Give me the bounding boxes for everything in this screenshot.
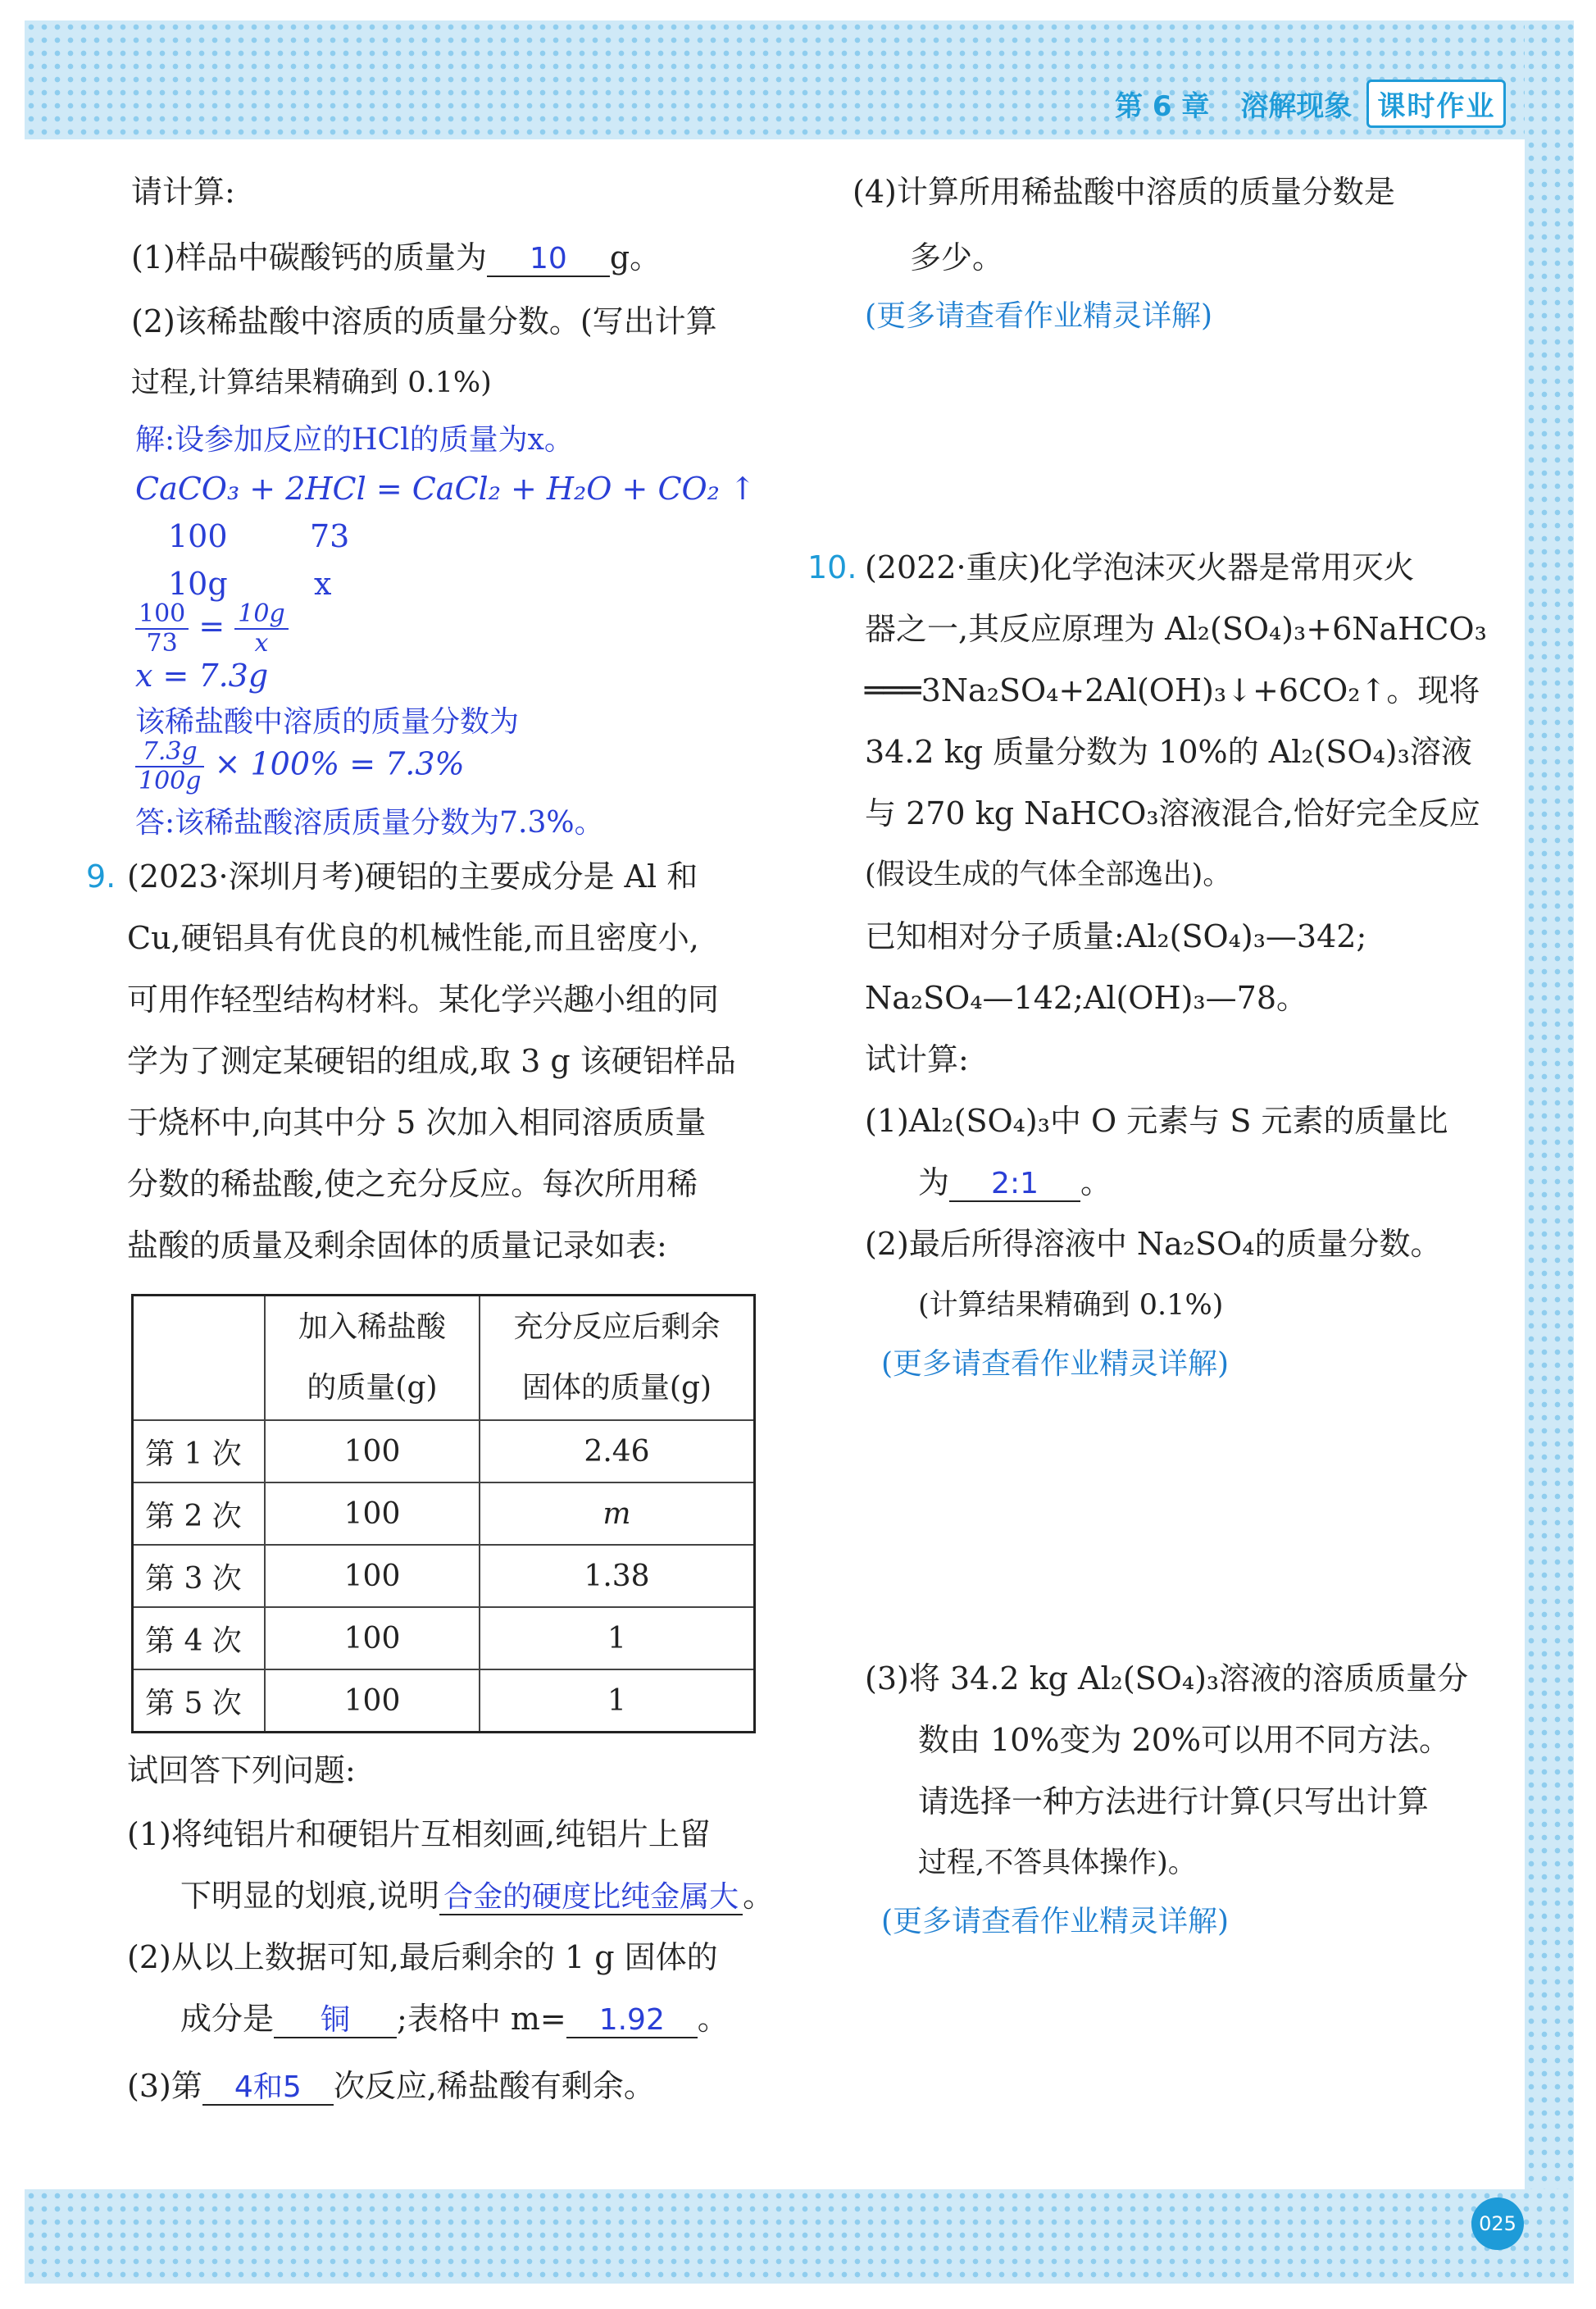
- fraction-c: $\frac{7.3g}{100g}$: [135, 738, 204, 795]
- q10-sub1-line2: 为 2:1 。: [918, 1164, 1112, 1200]
- q9-text-line7: 盐酸的质量及剩余固体的质量记录如表:: [127, 1227, 667, 1264]
- molar-mass-caco3: 100: [168, 518, 228, 554]
- solution-answer: 答:该稀盐酸溶质质量分数为7.3%。: [135, 806, 604, 840]
- q10-line7: 已知相对分子质量:Al₂(SO₄)₃—342;: [865, 918, 1367, 954]
- page-header: [1115, 80, 1506, 126]
- q10-sub2-line2: (计算结果精确到 0.1%): [918, 1289, 1224, 1322]
- proportion: $\frac{100}{73}$ = $\frac{10g}{x}$: [135, 600, 289, 658]
- question-2-line1: (2)该稀盐酸中溶质的质量分数。(写出计算: [131, 303, 717, 339]
- table-row: 第 3 次 100 1.38: [133, 1545, 755, 1607]
- q9-sub3-blank: [202, 2070, 334, 2106]
- molar-mass-hcl: 73: [310, 518, 350, 554]
- q9-sub3-answer: 4和5: [234, 2070, 302, 2104]
- value-caco3: 10g: [168, 566, 228, 602]
- q1-answer: 10: [529, 242, 567, 276]
- table-row: 第 5 次 100 1: [133, 1669, 755, 1733]
- table-row: 第 2 次 100 m: [133, 1482, 755, 1545]
- q9-sub2-line1: (2)从以上数据可知,最后剩余的 1 g 固体的: [127, 1939, 718, 1975]
- value-hcl: x: [314, 566, 332, 602]
- q9-prompt: 试回答下列问题:: [127, 1752, 356, 1788]
- fraction-b: $\frac{10g}{x}$: [234, 600, 288, 658]
- q10-line9: 试计算:: [865, 1041, 969, 1077]
- q9-sub2-answer1: 铜: [321, 2003, 351, 2037]
- question-2-line2: 过程,计算结果精确到 0.1%): [131, 367, 492, 399]
- table-row: 第 4 次 100 1: [133, 1607, 755, 1669]
- q10-sub3-line4: 过程,不答具体操作)。: [918, 1847, 1197, 1879]
- series-badge: 课时作业: [1366, 80, 1506, 128]
- q9-text-line3: 可用作轻型结构材料。某化学兴趣小组的同: [127, 981, 720, 1018]
- fraction-a: $\frac{100}{73}$: [135, 600, 189, 658]
- q9-sub3: (3)第 4和5 次反应,稀盐酸有剩余。: [127, 2068, 655, 2104]
- q9-sub1-answer: 合金的硬度比纯金属大: [443, 1880, 739, 1914]
- q1-suffix: g。: [609, 239, 662, 276]
- page-number: 025: [1471, 2197, 1524, 2250]
- bottom-dotted-band: [25, 2189, 1574, 2284]
- solution-equation: CaCO₃ + 2HCl = CaCl₂ + H₂O + CO₂ ↑: [135, 471, 756, 507]
- chapter-title: 溶解现象: [1240, 89, 1353, 123]
- question-10-number: 10.: [807, 549, 857, 585]
- q1-prefix: (1)样品中碳酸钙的质量为: [131, 239, 487, 276]
- q10-sub2-line1: (2)最后所得溶液中 Na₂SO₄的质量分数。: [865, 1226, 1442, 1262]
- q10-sub3-line2: 数由 10%变为 20%可以用不同方法。: [918, 1722, 1451, 1758]
- q9-text-line1: (2023·深圳月考)硬铝的主要成分是 Al 和: [127, 858, 698, 895]
- table-header-row: [133, 1296, 755, 1421]
- chapter-label: 第 6 章: [1115, 89, 1210, 123]
- q4-line2: 多少。: [910, 239, 1004, 276]
- solution-fraction-text: 该稀盐酸中溶质的质量分数为: [135, 705, 520, 739]
- q10-sub1-blank: [949, 1166, 1080, 1202]
- table-header-acid: 加入稀盐酸 的质量(g): [265, 1296, 480, 1421]
- q9-sub2-line2: 成分是 铜 ;表格中 m= 1.92 。: [180, 2001, 729, 2037]
- q9-sub2-blank1: [274, 2002, 397, 2038]
- q1-answer-blank: [487, 241, 610, 277]
- more-details-link-2[interactable]: (更多请查看作业精灵详解): [881, 1347, 1230, 1381]
- data-table: [131, 1294, 756, 1733]
- q10-line6: (假设生成的气体全部逸出)。: [865, 858, 1232, 891]
- right-dotted-band: [1525, 20, 1574, 2210]
- q9-text-line2: Cu,硬铝具有优良的机械性能,而且密度小,: [127, 920, 699, 956]
- q9-sub2-answer2: 1.92: [598, 2003, 665, 2037]
- question-1: [131, 238, 661, 277]
- q9-sub1-blank: [439, 1879, 743, 1915]
- solution-line1: 解:设参加反应的HCl的质量为x。: [135, 423, 574, 457]
- q4-line1: (4)计算所用稀盐酸中溶质的质量分数是: [853, 174, 1395, 210]
- q10-line4: 34.2 kg 质量分数为 10%的 Al₂(SO₄)₃溶液: [865, 734, 1472, 770]
- q10-sub1-line1: (1)Al₂(SO₄)₃中 O 元素与 S 元素的质量比: [865, 1103, 1448, 1139]
- q10-line2: 器之一,其反应原理为 Al₂(SO₄)₃+6NaHCO₃: [865, 611, 1487, 647]
- q9-sub2-blank2: [566, 2002, 698, 2038]
- q10-sub3-line3: 请选择一种方法进行计算(只写出计算: [918, 1783, 1429, 1819]
- table-row: 第 1 次 100 2.46: [133, 1420, 755, 1482]
- solution-percent: $\frac{7.3g}{100g}$ × 100% = 7.3%: [135, 738, 465, 795]
- q9-text-line5: 于烧杯中,向其中分 5 次加入相同溶质质量: [127, 1104, 707, 1141]
- calc-intro: 请计算:: [131, 174, 235, 210]
- q10-line8: Na₂SO₄—142;Al(OH)₃—78。: [865, 980, 1308, 1016]
- more-details-link-3[interactable]: (更多请查看作业精灵详解): [881, 1905, 1230, 1938]
- more-details-link-1[interactable]: (更多请查看作业精灵详解): [865, 299, 1213, 333]
- q10-line1: (2022·重庆)化学泡沫灭火器是常用灭火: [865, 549, 1415, 585]
- q10-line5: 与 270 kg NaHCO₃溶液混合,恰好完全反应: [865, 795, 1480, 831]
- solution-result: x = 7.3g: [135, 658, 269, 694]
- q9-sub1-line1: (1)将纯铝片和硬铝片互相刻画,纯铝片上留: [127, 1816, 711, 1852]
- table-header-blank: [133, 1296, 266, 1421]
- q10-sub1-answer: 2:1: [991, 1167, 1039, 1200]
- q9-sub1-line2: 下明显的划痕,说明 合金的硬度比纯金属大 。: [180, 1878, 775, 1914]
- q10-line3: ═══3Na₂SO₄+2Al(OH)₃↓+6CO₂↑。现将: [865, 672, 1480, 708]
- table-header-solid: 充分反应后剩余 固体的质量(g): [480, 1296, 755, 1421]
- question-9-number: 9.: [86, 858, 116, 895]
- q9-text-line4: 学为了测定某硬铝的组成,取 3 g 该硬铝样品: [127, 1043, 736, 1079]
- q9-text-line6: 分数的稀盐酸,使之充分反应。每次所用稀: [127, 1166, 698, 1202]
- q10-sub3-line1: (3)将 34.2 kg Al₂(SO₄)₃溶液的溶质质量分: [865, 1660, 1469, 1696]
